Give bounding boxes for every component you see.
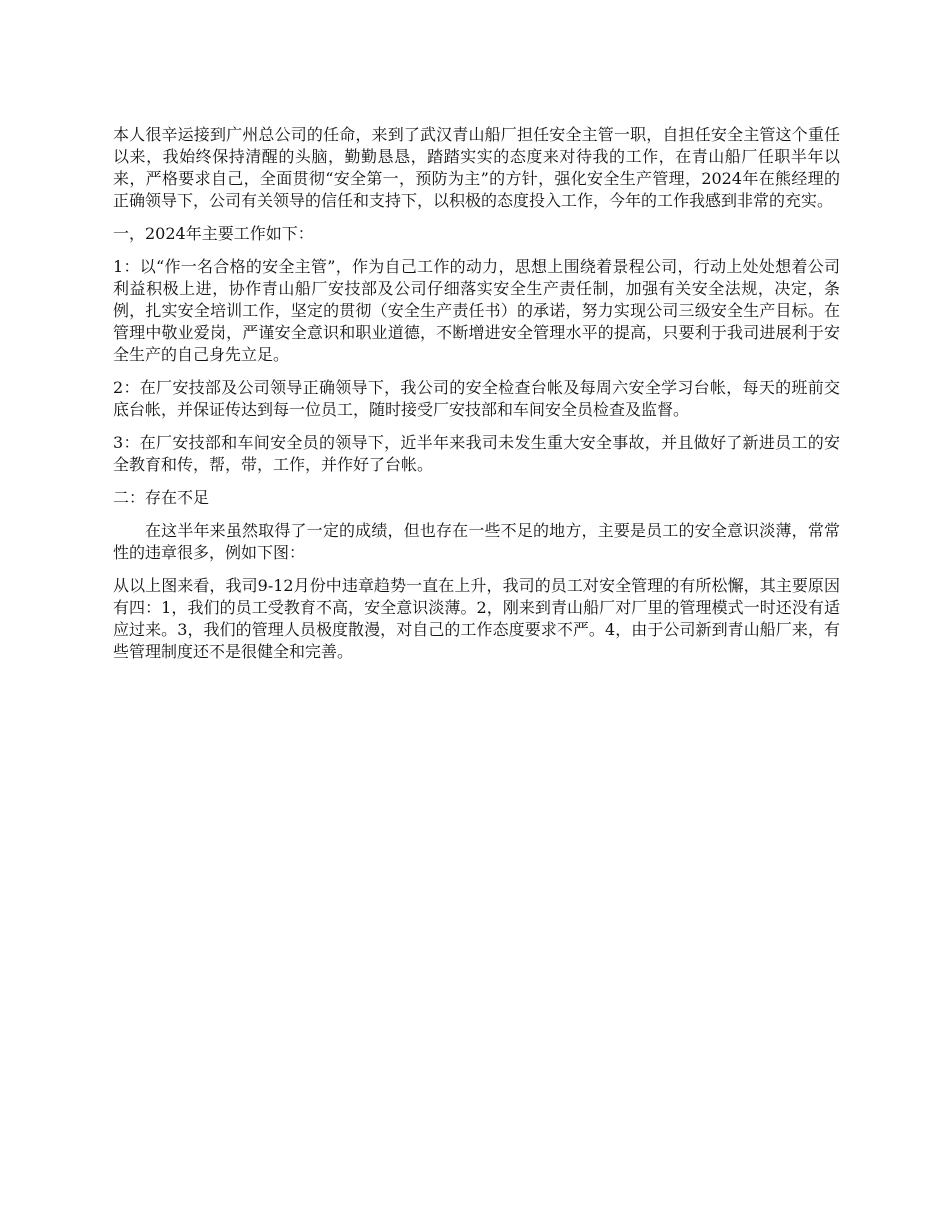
- shortcoming-paragraph: 在这半年来虽然取得了一定的成绩，但也存在一些不足的地方，主要是员工的安全意识淡薄，常常性的违章很多，例如下图：: [113, 521, 840, 562]
- work-item-1: 1：以“作一名合格的安全主管”，作为自己工作的动力，思想上围绕着景程公司，行动上处处想着公司利益积极上进，协作青山船厂安技部及公司仔细落实安全生产责任制，加强有关安全法规，决定，条例，扎实安全培训工作，坚定的贯彻（安全生产责任书）的承诺，努力实现公司三级安全生产目标。在管理中敬业爱岗，严谨安全意识和职业道德，不断增进安全管理水平的提高，只要利于我司进展利于安全生产的自己身先立足。: [113, 257, 840, 364]
- work-item-2: 2：在厂安技部及公司领导正确领导下，我公司的安全检查台帐及每周六安全学习台帐，每天的班前交底台帐，并保证传达到每一位员工，随时接受厂安技部和车间安全员检查及监督。: [113, 378, 840, 419]
- document-page: [113, 124, 840, 674]
- analysis-paragraph: 从以上图来看，我司9-12月份中违章趋势一直在上升，我司的员工对安全管理的有所松懈，其主要原因有四：1，我们的员工受教育不高，安全意识淡薄。2，刚来到青山船厂对厂里的管理模式一时还没有适应过来。3，我们的管理人员极度散漫，对自己的工作态度要求不严。4，由于公司新到青山船厂来，有些管理制度还不是很健全和完善。: [113, 576, 840, 661]
- intro-paragraph: 本人很辛运接到广州总公司的任命，来到了武汉青山船厂担任安全主管一职，自担任安全主管这个重任以来，我始终保持清醒的头脑，勤勤恳恳，踏踏实实的态度来对待我的工作，在青山船厂任职半年以来，严格要求自己，全面贯彻“安全第一，预防为主”的方针，强化安全生产管理，2024年在熊经理的正确领导下，公司有关领导的信任和支持下，以积极的态度投入工作，今年的工作我感到非常的充实。: [113, 125, 840, 210]
- section-2-heading: 二：存在不足: [113, 488, 210, 507]
- section-1-heading: 一，2024年主要工作如下：: [113, 224, 314, 243]
- work-item-3: 3：在厂安技部和车间安全员的领导下，近半年来我司未发生重大安全事故，并且做好了新进员工的安全教育和传，帮，带，工作，并作好了台帐。: [113, 433, 840, 474]
